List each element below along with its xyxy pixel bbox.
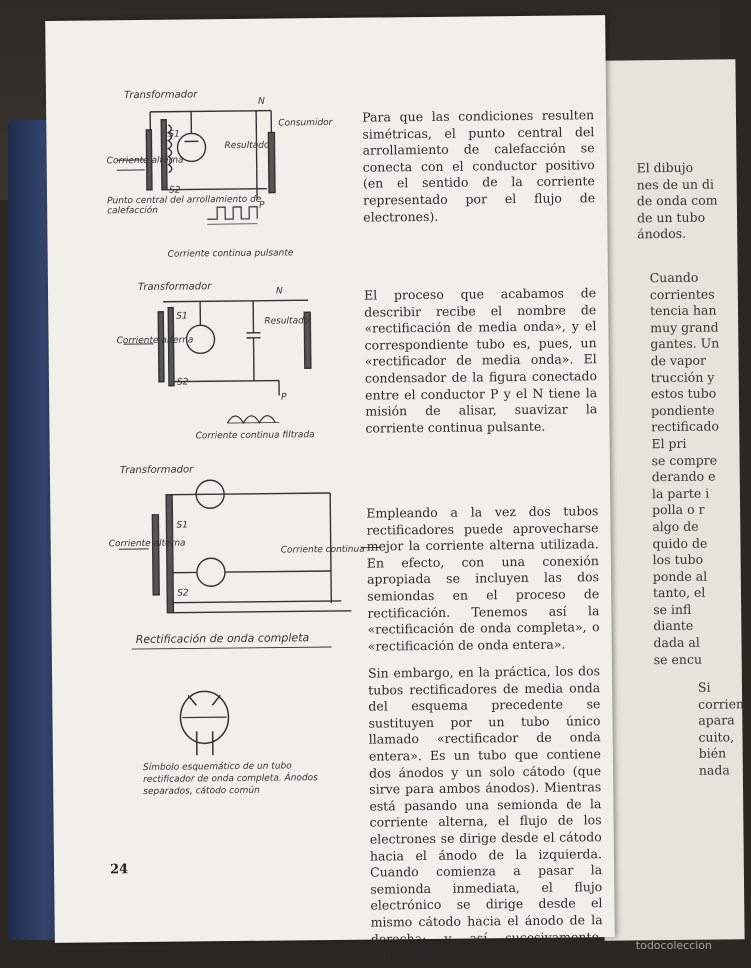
- figure-title: Transformador: [124, 89, 197, 101]
- label-p: P: [259, 201, 265, 211]
- label-p: P: [281, 392, 287, 402]
- figure-filtered-rectifier: [108, 280, 350, 448]
- book-page: [45, 15, 615, 943]
- paragraph-3: Empleando a la vez dos tubos rectificadores puede aprovecharse mejor la corriente alterna utilizada. En efecto, con una conexión apropiada se incluyen las dos semiondas en el proceso de rectificación. Tenemos así la «rectificación de onda completa», o «rectificación de onda entera».: [366, 503, 600, 655]
- half-wave-circuit-diagram: [106, 88, 348, 271]
- paragraph-2: El proceso que acabamos de describir recibe el nombre de «rectificación de media onda», y el correspondiente tubo es, pues, un «rectificador de media onda». El condensador de la figura conectado entre el conductor P y el N tiene la misión de alisar, suavizar la corriente continua pulsante.: [364, 285, 598, 437]
- label-s2: S2: [177, 588, 189, 598]
- label-s2: S2: [177, 377, 189, 387]
- label-s1: S1: [176, 520, 188, 530]
- label-consumer: Consumidor: [278, 118, 332, 129]
- paragraph-4: Sin embargo, en la práctica, los dos tubos rectificadores de media onda del esquema precedente se sustituyen por un tubo único llamado «rectificador de onda entera». Es un tubo que contiene dos ánodos y un solo cátodo (que sirve para ambos ánodos). Mientras está pasando una semionda de la corriente alterna, el flujo de los electrones se dirige desde el cátodo hacia el ánodo de la izquierda. Cuando comienza a pasar la semionda inmediata, el flujo electrónico se dirige desde el mismo cátodo hacia el ánodo de la derecha; y así sucesivamente, alternando siempre.: [368, 663, 603, 964]
- label-n: N: [276, 286, 283, 296]
- label-result: Resultado: [264, 316, 309, 326]
- figure-half-wave-rectifier: [106, 88, 348, 271]
- label-ac-input: Corriente alterna: [109, 539, 186, 550]
- right-page-fragment-2: Cuando corrientes tencia han muy grand gantes. Un de vapor trucción y estos tubo pondiente rectificado El pri se compre derando e la parte i polla o r algo de quido de los tubo ponde al tanto, el se infl diante dada al se encu: [650, 269, 744, 670]
- label-heater-center: Punto central del arrollamiento de calefacción: [107, 195, 267, 217]
- tube-symbol-diagram: [142, 678, 334, 830]
- label-s1: S1: [168, 130, 180, 140]
- label-s1: S1: [176, 311, 188, 321]
- right-page-fragment-1: El dibujo nes de un di de onda com de un tubo ánodos.: [636, 159, 737, 260]
- right-page-fragment-3: Si corrien apara cuito, bién nada: [698, 679, 749, 810]
- figure-caption: Símbolo esquemático de un tubo rectificador de onda completa. Ánodos separados, cátodo común: [143, 760, 333, 798]
- figure-caption: Corriente continua filtrada: [195, 430, 314, 441]
- label-result: Resultado: [224, 141, 269, 151]
- figure-caption: Rectificación de onda completa: [136, 631, 310, 646]
- figure-caption: Corriente continua pulsante: [168, 248, 294, 259]
- label-dc-output: Corriente continua: [281, 545, 365, 556]
- label-n: N: [258, 97, 265, 107]
- watermark: todocoleccion: [636, 939, 712, 952]
- full-wave-circuit-diagram: [100, 463, 372, 656]
- label-s2: S2: [169, 186, 181, 196]
- page-number: 24: [110, 862, 128, 877]
- right-page: [595, 59, 744, 940]
- figure-schematic-symbol: [142, 678, 334, 830]
- figure-title: Transformador: [120, 464, 193, 476]
- filtered-circuit-diagram: [108, 280, 350, 448]
- label-ac-input: Corriente alterna: [116, 335, 193, 346]
- figure-full-wave-rectifier: [100, 463, 372, 656]
- figure-title: Transformador: [138, 281, 211, 293]
- label-ac-input: Corriente alterna: [107, 156, 184, 167]
- paragraph-1: Para que las condiciones resulten simétricas, el punto central del arrollamiento de calefacción se conecta con el conductor positivo (en el sentido de la corriente representado por el flujo de electrones).: [362, 107, 595, 226]
